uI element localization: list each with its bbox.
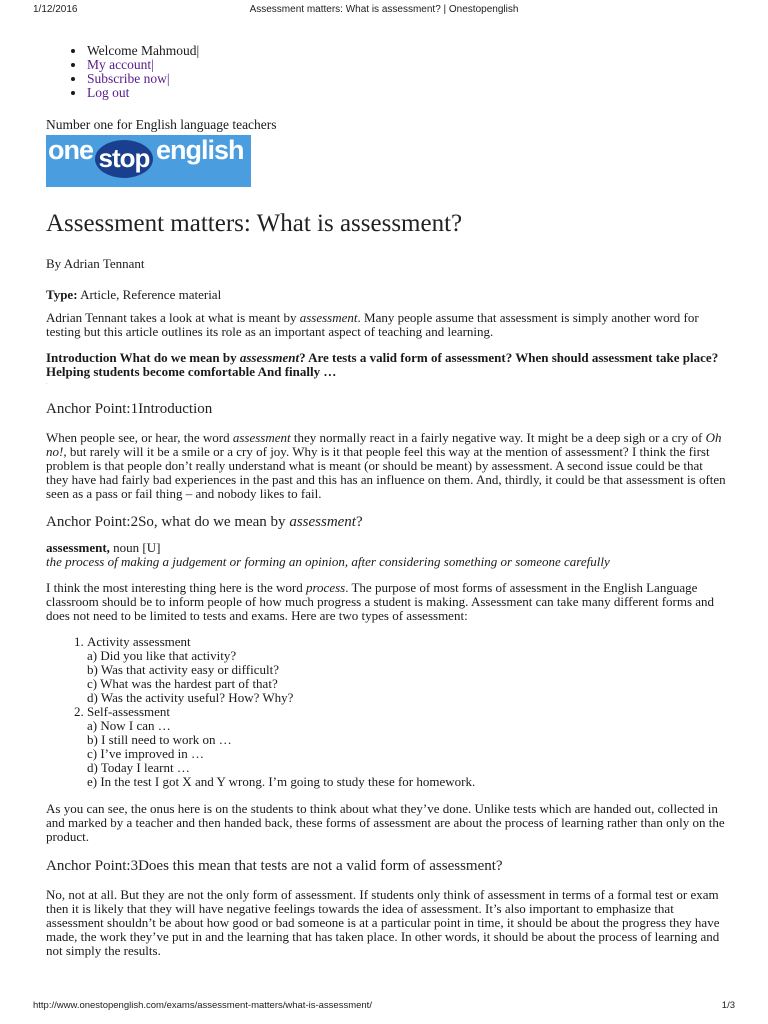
site-tagline: Number one for English language teachers xyxy=(46,117,277,132)
welcome-text: • Welcome Mahmoud| xyxy=(86,44,726,58)
print-page-number: 1/3 xyxy=(721,1000,735,1011)
print-footer xyxy=(0,1000,768,1014)
list-subitem: a) Did you like that activity? xyxy=(87,648,237,663)
list-subitem: b) I still need to work on … xyxy=(87,732,232,747)
list-subitem: e) In the test I got X and Y wrong. I’m going to study these for homework. xyxy=(87,774,476,789)
article-title: Assessment matters: What is assessment? xyxy=(46,210,463,237)
list-subitem: c) I’ve improved in … xyxy=(87,746,204,761)
list-subitem: d) Today I learnt … xyxy=(87,760,190,775)
anchor-heading-3: Anchor Point:3Does this mean that tests are not a valid form of assessment? xyxy=(46,858,503,874)
byline: By Adrian Tennant xyxy=(46,256,145,271)
article-intro: Adrian Tennant takes a look at what is meant by assessment. Many people assume that assessment is simply another word for testing but this article outlines its role as an important aspect of teaching and learning. xyxy=(46,310,699,339)
list-subitem: d) Was the activity useful? How? Why? xyxy=(87,690,294,705)
subscribe-link[interactable]: Subscribe now| xyxy=(87,71,170,86)
paragraph-process: I think the most interesting thing here is the word process. The purpose of most forms of assessment in the English Language classroom should be to inform people of how much progress a student is making. Assessment can take many different forms and does not need to be limited to tests and exams. Here are two types of assessment: xyxy=(46,580,715,623)
my-account-link[interactable]: My account| xyxy=(87,57,154,72)
paragraph-valid-form: No, not at all. But they are not the only form of assessment. If students only think of assessment in terms of a formal test or exam then it is likely that they will have negative feelings towards the idea of assessment. It’s also important to emphasize that assessment shouldn’t be about how good or bad someone is at a particular point in time, it should be about the progress they have made, the work they’ve put in and the learning that has taken place. In other words, it should be about the process of learning and not simply the results. xyxy=(46,887,720,958)
logo-word-english: english xyxy=(156,135,244,165)
article-content xyxy=(46,44,726,958)
type-label: Type: xyxy=(46,287,78,302)
type-value: Article, Reference material xyxy=(77,287,222,302)
anchor-heading-2: Anchor Point:2So, what do we mean by assessment? xyxy=(46,514,363,530)
list-item xyxy=(87,635,726,705)
article-type xyxy=(46,288,726,302)
paragraph-onus: As you can see, the onus here is on the students to think about what they’ve done. Unlike tests which are handed out, collected in and marked by a teacher and then handed back, these forms of assessment are about the process of learning rather than only on the product. xyxy=(46,801,725,844)
list-subitem: a) Now I can … xyxy=(87,718,171,733)
list-item-title: 1. Activity assessment xyxy=(87,634,191,649)
article-summary: Introduction What do we mean by assessment? Are tests a valid form of assessment? When should assessment take place? Helping students become comfortable And finally … xyxy=(46,350,719,379)
list-subitem: b) Was that activity easy or difficult? xyxy=(87,662,279,677)
logo-word-one: one xyxy=(48,135,94,165)
paragraph-introduction: When people see, or hear, the word assessment they normally react in a fairly negative way. It might be a deep sigh or a cry of Oh no!, but rarely will it be a smile or a cry of joy. Why is it that people feel this way at the mention of assessment? I think the first problem is that people don’t really understand what is meant (or should be meant) by assessment. A second issue could be that they have had fairly bad experiences in the past and this has an influence on them. And, thirdly, it could be that assessment is often seen as a pass or fail thing – and nobody likes to fail. xyxy=(46,430,726,501)
print-date: 1/12/2016 xyxy=(33,4,78,15)
print-url: http://www.onestopenglish.com/exams/assessment-matters/what-is-assessment/ xyxy=(33,1000,372,1011)
logo-word-stop: stop xyxy=(95,140,153,178)
assessment-types-list xyxy=(46,635,726,789)
site-logo[interactable] xyxy=(46,135,251,187)
definition-text: the process of making a judgement or forming an opinion, after considering something or someone carefully xyxy=(46,554,610,569)
logout-link[interactable]: Log out xyxy=(87,85,130,100)
print-page-title: Assessment matters: What is assessment? | Onestopenglish xyxy=(249,4,519,15)
anchor-heading-1: Anchor Point:1Introduction xyxy=(46,401,213,417)
list-item xyxy=(87,705,726,789)
list-item-title: 2. Self-assessment xyxy=(87,704,171,719)
print-header xyxy=(0,4,768,20)
list-subitem: c) What was the hardest part of that? xyxy=(87,676,278,691)
separator-dot: . xyxy=(46,380,48,386)
account-menu xyxy=(46,44,726,100)
definition-headword: assessment, noun [U] xyxy=(46,540,161,555)
